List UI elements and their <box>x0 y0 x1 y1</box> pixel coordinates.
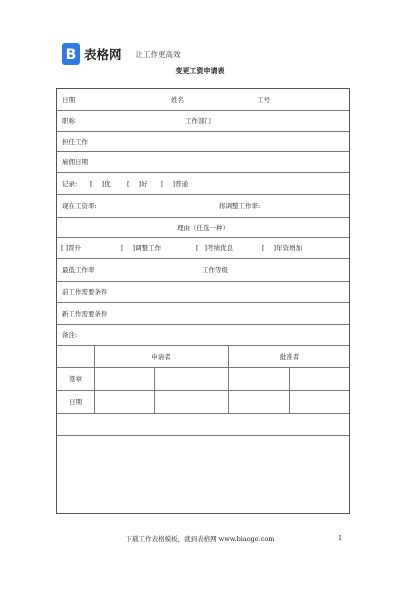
logo-b-icon <box>64 46 78 62</box>
salary-change-form <box>56 88 350 514</box>
sign-table-divider <box>228 346 229 414</box>
checkbox-open-bracket: [ <box>61 244 64 252</box>
checkbox-open-bracket: [ <box>262 244 265 252</box>
row-remarks <box>57 325 349 346</box>
current-rate-label: 现在工资率: <box>62 202 97 210</box>
option-label: 调整工作 <box>135 244 162 252</box>
checkbox-close-bracket: ] <box>101 180 105 188</box>
checkbox-close-bracket: ] <box>65 244 69 252</box>
option-label: 好 <box>141 180 148 188</box>
sign-date-label: 日期 <box>69 398 82 406</box>
sign-table-signature-row <box>57 368 349 391</box>
new-requirements-label: 新工作需要条件 <box>62 310 108 318</box>
option-label: 优 <box>104 180 111 188</box>
row-new-requirements <box>57 303 349 325</box>
hire-date-label: 雇佣日期 <box>62 158 88 166</box>
row-title-dept <box>57 111 349 132</box>
row-prev-requirements <box>57 282 349 303</box>
sign-table-header <box>57 346 349 368</box>
checkbox-close-bracket: ] <box>273 244 277 252</box>
row-record <box>57 173 349 195</box>
reason-option-promotion[interactable] <box>61 245 81 252</box>
option-label: 考绩优良 <box>207 244 234 252</box>
brand-header <box>62 42 181 66</box>
row-blank <box>57 414 349 436</box>
record-label: 记录: <box>62 180 78 188</box>
position-label: 担任工作 <box>62 138 88 146</box>
record-option-good[interactable] <box>127 181 148 188</box>
row-position <box>57 132 349 152</box>
checkbox-open-bracket: [ <box>121 244 124 252</box>
brand-logo-icon <box>62 43 80 65</box>
name-label: 姓名 <box>171 96 184 104</box>
row-hire-date <box>57 152 349 173</box>
record-option-excellent[interactable] <box>90 181 111 188</box>
applicant-label: 申请者 <box>151 353 171 361</box>
checkbox-open-bracket: [ <box>161 180 164 188</box>
reason-label: 理由（任选一种） <box>177 224 229 232</box>
sign-table-date-row <box>57 391 349 414</box>
checkbox-open-bracket: [ <box>90 180 93 188</box>
row-blank-area <box>57 436 349 515</box>
checkbox-open-bracket: [ <box>196 244 199 252</box>
reason-option-performance[interactable] <box>196 245 233 252</box>
date-label: 日期 <box>62 96 75 104</box>
checkbox-close-bracket: ] <box>172 180 176 188</box>
record-option-average[interactable] <box>161 181 188 188</box>
prev-requirements-label: 前工作需要条件 <box>62 288 108 296</box>
brand-name: 表格网 <box>84 47 122 62</box>
checkbox-open-bracket: [ <box>127 180 130 188</box>
page-number: 1 <box>338 534 343 542</box>
sign-table-divider <box>94 346 95 414</box>
row-rates <box>57 195 349 218</box>
option-label: 晋升 <box>68 244 82 252</box>
signature-label: 签章 <box>69 375 82 383</box>
remarks-label: 备注: <box>62 331 78 339</box>
checkbox-close-bracket: ] <box>132 244 136 252</box>
new-rate-label: 将调整工作率: <box>219 202 261 210</box>
page-title: 变更工资申请表 <box>175 66 225 75</box>
reason-option-seniority[interactable] <box>262 245 302 252</box>
row-basic-info <box>57 89 349 111</box>
department-label: 工作部门 <box>185 117 211 125</box>
option-label: 普通 <box>175 180 189 188</box>
approver-label: 批准者 <box>279 353 300 361</box>
employee-id-label: 工号 <box>257 96 270 104</box>
min-job-rate-label: 最低工作率 <box>62 266 95 274</box>
reason-option-job-adjust[interactable] <box>121 245 161 252</box>
row-reason-header <box>57 218 349 238</box>
option-label: 年资增加 <box>276 244 303 252</box>
row-reason-options <box>57 238 349 259</box>
sign-table-divider <box>154 368 155 414</box>
job-grade-label: 工作等级 <box>202 266 228 274</box>
checkbox-close-bracket: ] <box>204 244 208 252</box>
checkbox-close-bracket: ] <box>138 180 142 188</box>
sign-table-divider <box>289 368 290 414</box>
footer-text: 下载工作表格模板，就到表格网 www.biaoge.com <box>125 535 275 543</box>
row-job-rate <box>57 259 349 282</box>
svg-text:B: B <box>65 47 77 62</box>
brand-slogan: 让工作更高效 <box>135 49 181 59</box>
job-title-label: 职称 <box>62 117 75 125</box>
